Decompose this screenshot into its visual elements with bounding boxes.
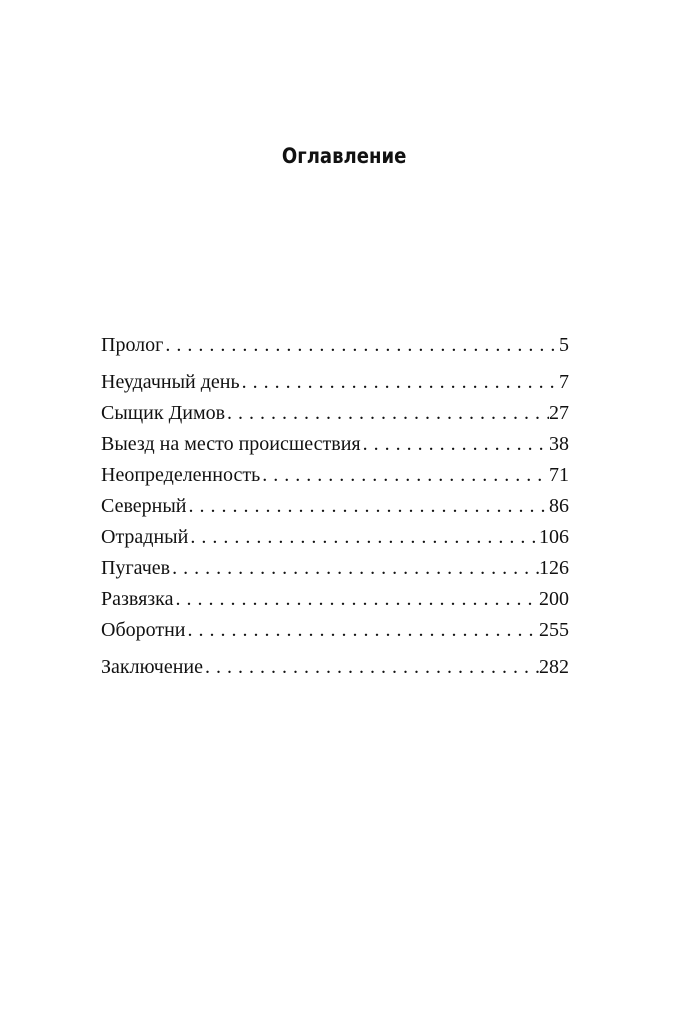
toc-entry [101,615,569,646]
toc-entry-title: Отрадный [101,526,189,548]
dot-leader [260,460,549,491]
toc-entry-page: 7 [559,371,569,393]
toc-entry [101,330,569,361]
toc-entry-title: Сыщик Димов [101,402,226,424]
toc-entry-title: Заключение [101,656,203,678]
dot-leader [240,367,559,398]
toc-entry-title: Выезд на место происшествия [101,433,361,455]
dot-leader [225,398,549,429]
dot-leader [170,553,539,584]
toc-entry-title: Оборотни [101,619,186,641]
toc-entry-page: 255 [539,619,569,641]
toc-entry-page: 106 [539,526,569,548]
toc-entry-page: 27 [549,402,569,424]
toc-entry [101,429,569,460]
toc-entry-page: 71 [549,464,569,486]
dot-leader [186,615,539,646]
dot-leader [163,330,559,361]
toc-entry-page: 200 [539,588,569,610]
dot-leader [187,491,549,522]
toc-entry [101,491,569,522]
toc-entry [101,398,569,429]
toc-entry-title: Пугачев [101,557,171,579]
toc-entry-title: Развязка [101,588,174,610]
dot-leader [173,584,539,615]
toc-entry-title: Неудачный день [101,371,240,393]
toc-entry-page: 282 [539,656,569,678]
table-of-contents [101,330,569,683]
dot-leader [203,652,539,683]
dot-leader [361,429,549,460]
toc-entry [101,584,569,615]
toc-entry-page: 126 [539,557,569,579]
toc-entry-title: Северный [101,495,187,517]
toc-entry [101,553,569,584]
toc-entry-page: 86 [549,495,569,517]
toc-entry [101,367,569,398]
dot-leader [188,522,539,553]
toc-entry-title: Неопределенность [101,464,261,486]
toc-entry-page: 38 [549,433,569,455]
toc-entry [101,522,569,553]
toc-entry-page: 5 [559,334,569,356]
toc-entry-title: Пролог [101,334,164,356]
toc-entry [101,652,569,683]
toc-entry [101,460,569,491]
page-title: Оглавление [281,144,407,168]
